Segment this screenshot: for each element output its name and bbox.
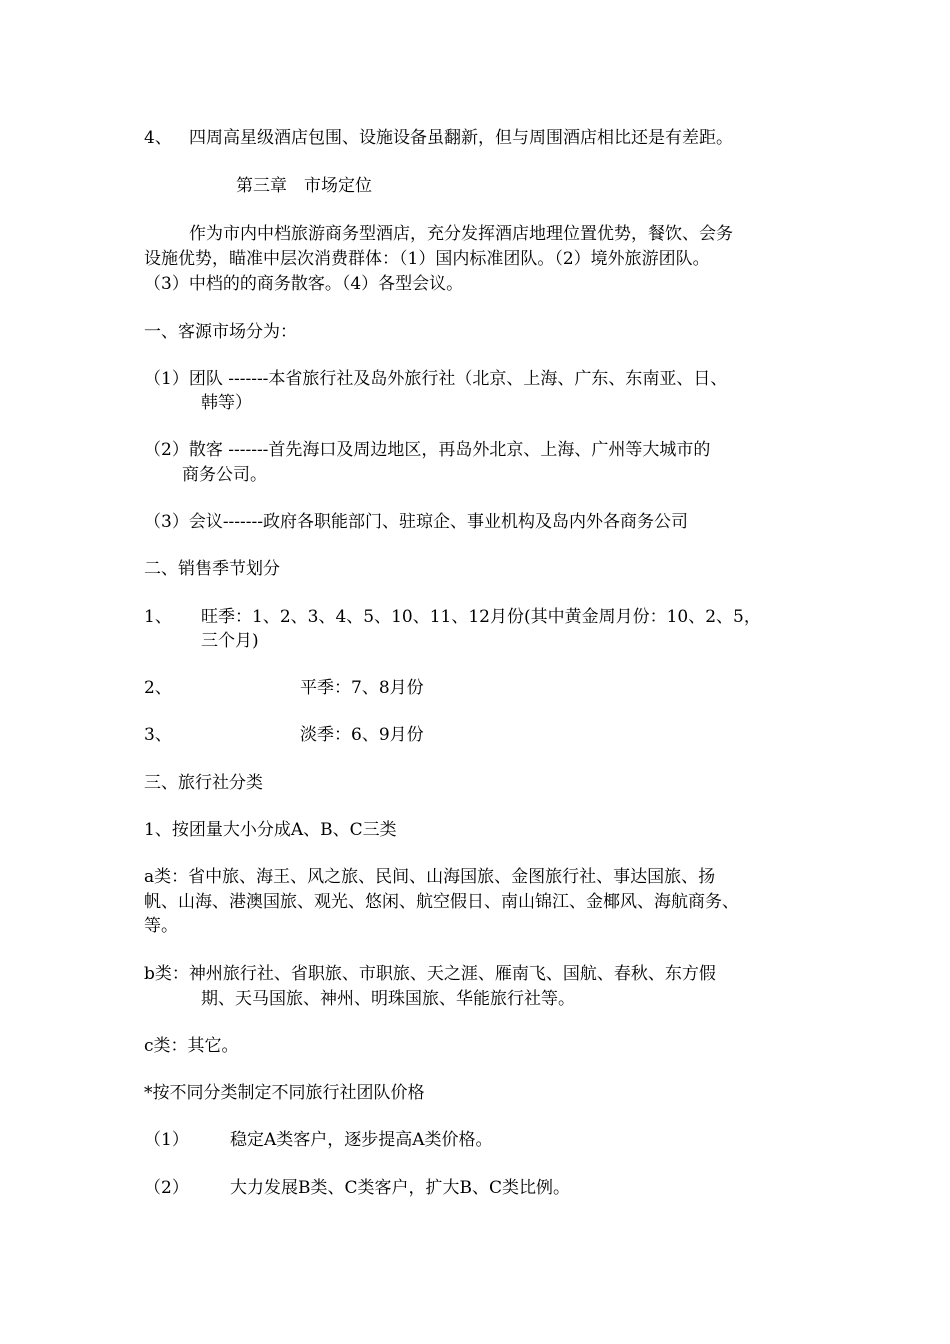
list-number: 2、 bbox=[144, 678, 172, 698]
section-heading: 三、旅行社分类 bbox=[144, 773, 263, 793]
paragraph-line: b类：神州旅行社、省职旅、市职旅、天之涯、雁南飞、国航、春秋、东方假 bbox=[144, 964, 716, 984]
list-item: 平季：7、8月份 bbox=[300, 678, 424, 698]
section-heading: 一、客源市场分为： bbox=[144, 322, 297, 342]
list-number: 1、 bbox=[144, 607, 172, 627]
list-item: 淡季：6、9月份 bbox=[300, 725, 424, 745]
paragraph-line: 四周高星级酒店包围、设施设备虽翻新，但与周围酒店相比还是有差距。 bbox=[189, 128, 733, 148]
list-item: （3）会议-------政府各职能部门、驻琼企、事业机构及岛内外各商务公司 bbox=[144, 512, 689, 532]
list-item: 稳定A类客户，逐步提高A类价格。 bbox=[230, 1130, 493, 1150]
list-item: （2）散客 -------首先海口及周边地区，再岛外北京、上海、广州等大城市的 bbox=[144, 440, 711, 460]
paragraph-line: （3）中档的的商务散客。（4）各型会议。 bbox=[144, 274, 464, 294]
paragraph-line-continuation: 期、天马国旅、神州、明珠国旅、华能旅行社等。 bbox=[201, 989, 575, 1009]
note-line: *按不同分类制定不同旅行社团队价格 bbox=[144, 1083, 425, 1103]
subsection-heading: 1、按团量大小分成A、B、C三类 bbox=[144, 820, 397, 840]
list-item-continuation: 三个月) bbox=[201, 631, 259, 651]
list-item: 大力发展B类、C类客户，扩大B、C类比例。 bbox=[230, 1178, 570, 1198]
paragraph-line: 等。 bbox=[144, 916, 178, 936]
list-number: （1） bbox=[144, 1130, 189, 1150]
list-item-continuation: 韩等） bbox=[201, 393, 252, 413]
section-heading: 二、销售季节划分 bbox=[144, 559, 280, 579]
chapter-title: 第三章 市场定位 bbox=[236, 176, 372, 196]
paragraph-line: 作为市内中档旅游商务型酒店，充分发挥酒店地理位置优势，餐饮、会务 bbox=[189, 224, 733, 244]
list-number: 3、 bbox=[144, 725, 172, 745]
paragraph-line: 设施优势，瞄准中层次消费群体：（1）国内标准团队。（2）境外旅游团队。 bbox=[144, 249, 710, 269]
list-item: 旺季：1、2、3、4、5、10、11、12月份(其中黄金周月份：10、2、5， bbox=[201, 607, 761, 627]
paragraph-line: c类：其它。 bbox=[144, 1036, 239, 1056]
list-number: （2） bbox=[144, 1178, 189, 1198]
list-item: （1）团队 -------本省旅行社及岛外旅行社（北京、上海、广东、东南亚、日、 bbox=[144, 369, 728, 389]
paragraph-line: 帆、山海、港澳国旅、观光、悠闲、航空假日、南山锦江、金椰风、海航商务、 bbox=[144, 892, 739, 912]
paragraph-line: a类：省中旅、海王、风之旅、民间、山海国旅、金图旅行社、事达国旅、扬 bbox=[144, 867, 716, 887]
list-number: 4、 bbox=[144, 128, 172, 148]
list-item-continuation: 商务公司。 bbox=[182, 465, 267, 485]
